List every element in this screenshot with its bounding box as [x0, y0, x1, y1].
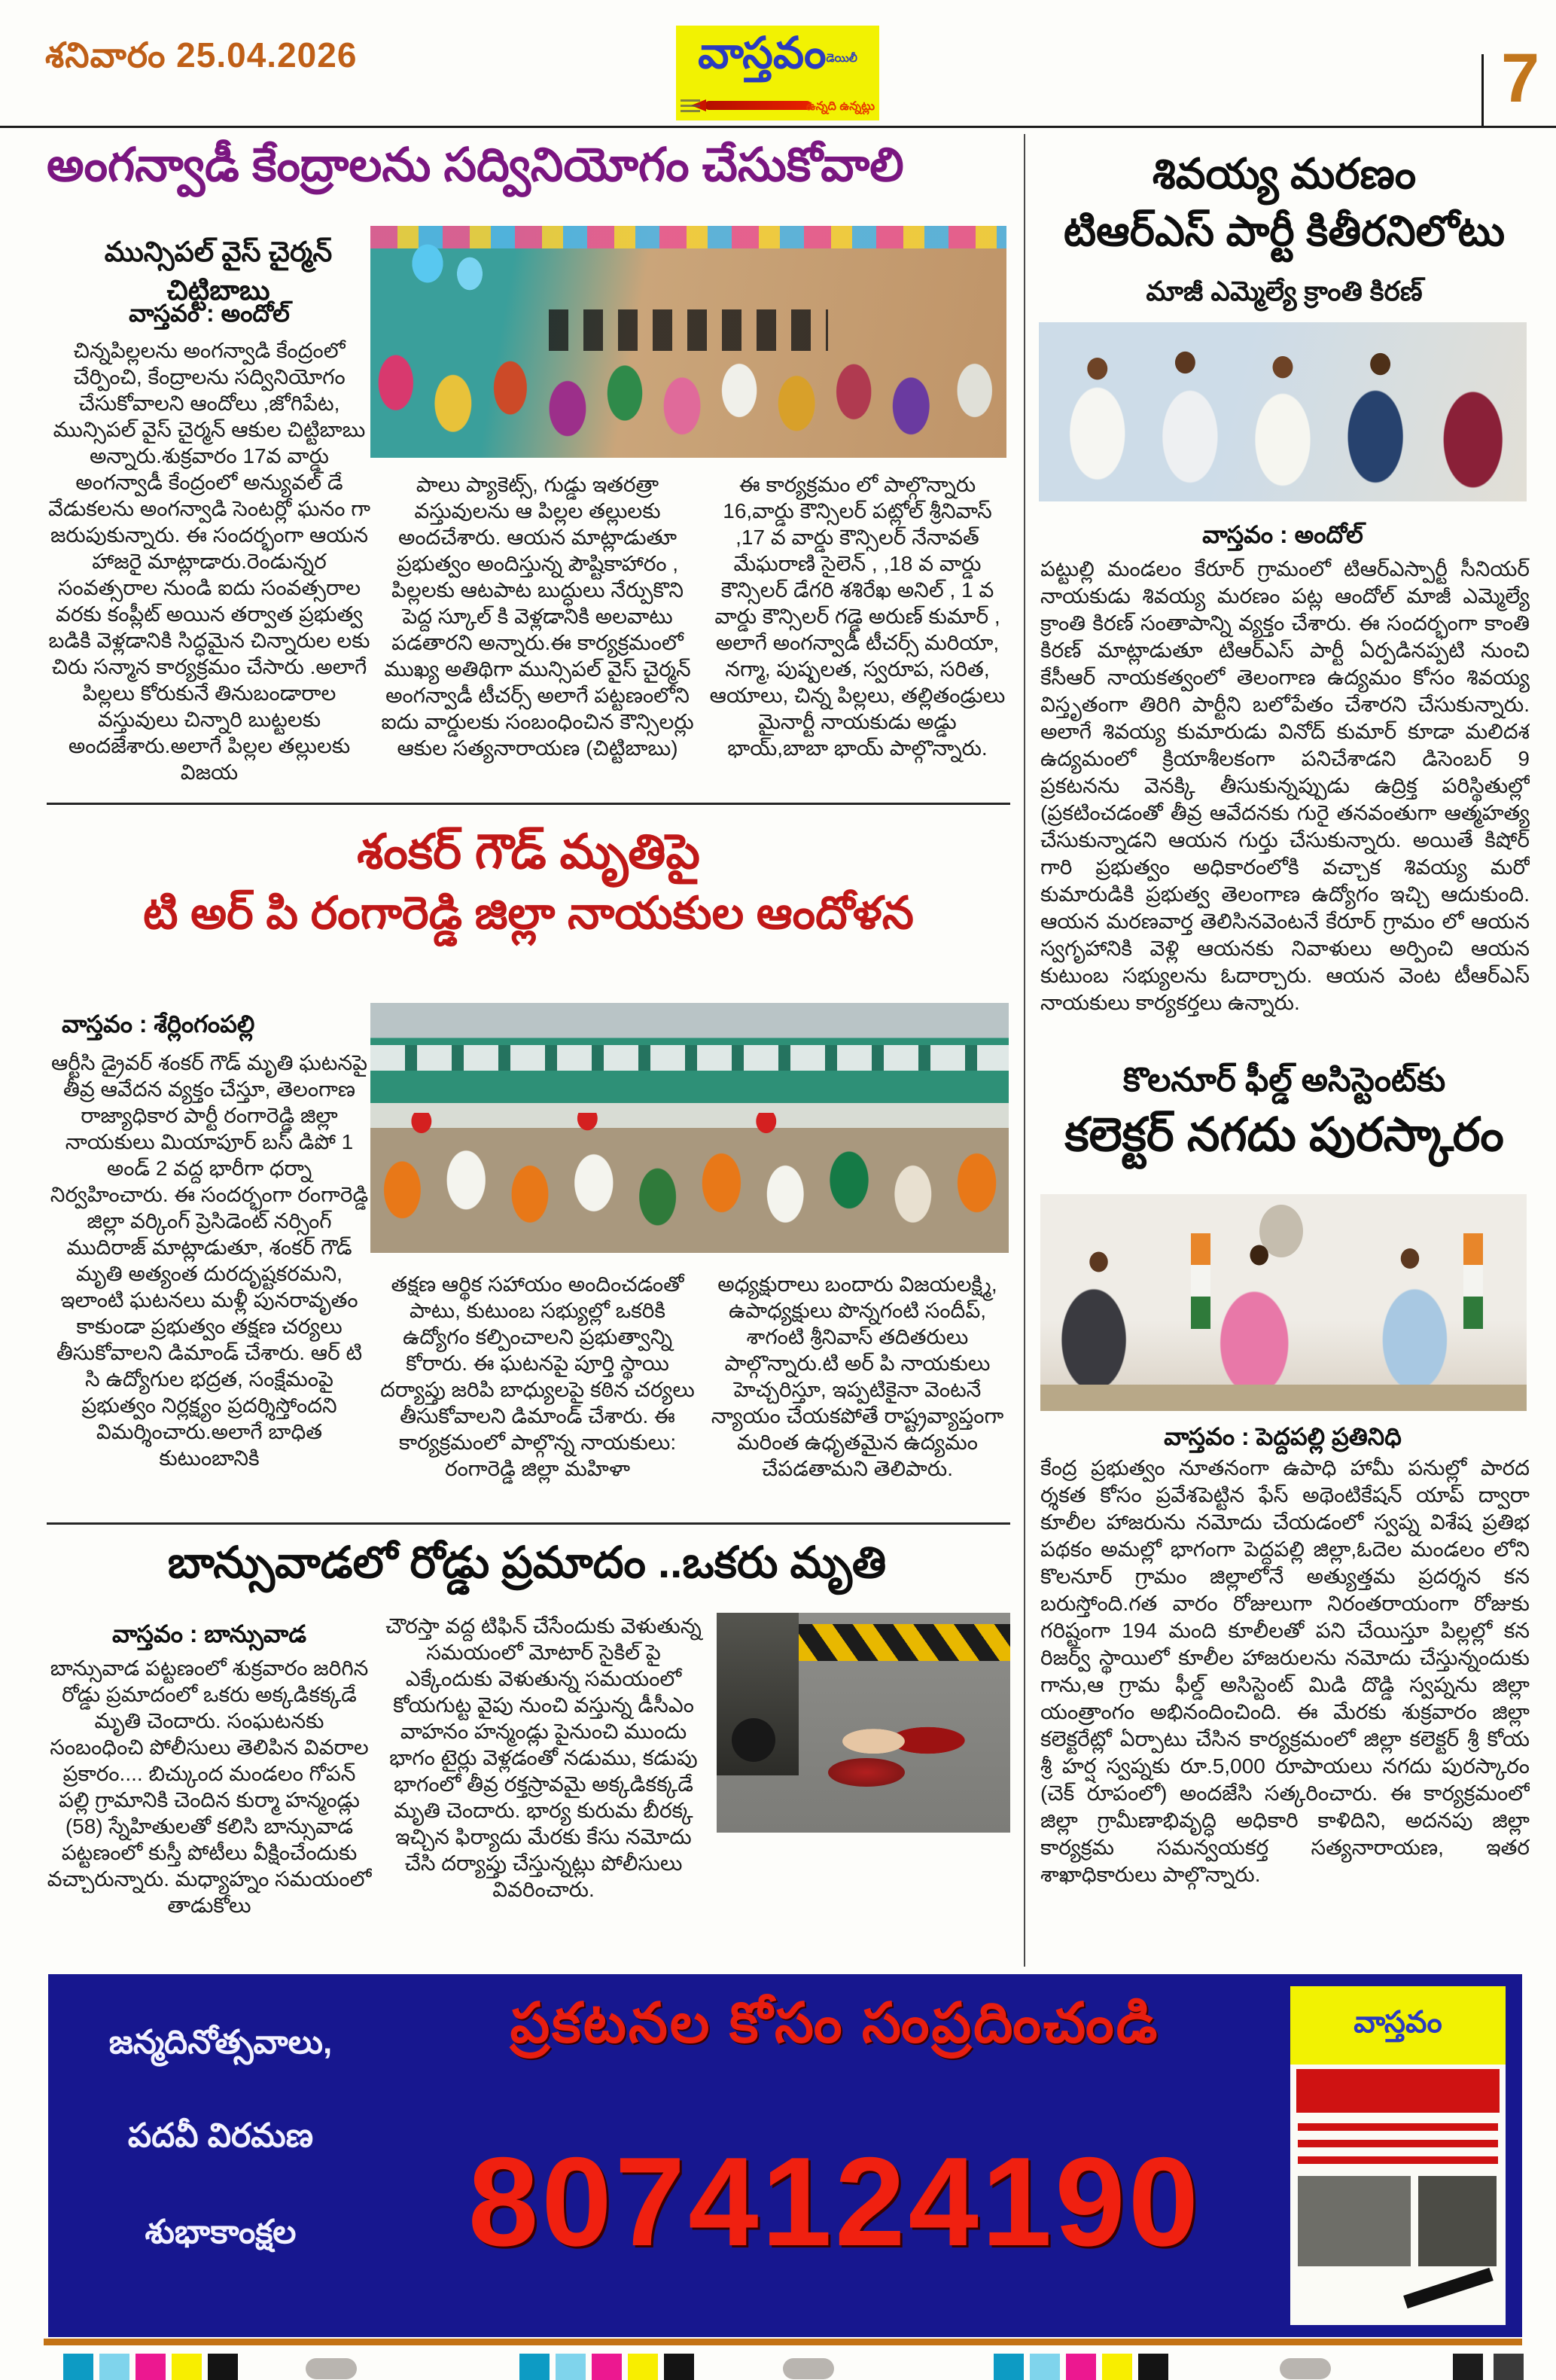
registration-pill [783, 2358, 834, 2379]
registration-swatch [556, 2354, 586, 2380]
page-number: 7 [1501, 40, 1540, 117]
registration-swatch [208, 2354, 238, 2380]
dateline-sivaiah: వాస్తవం : అందోల్ [1202, 521, 1363, 548]
advertisement-banner [48, 1974, 1522, 2337]
registration-swatch [664, 2354, 694, 2380]
newspaper-thumbnail [1290, 1986, 1506, 2325]
anganwadi-column-1: చిన్నపిల్లలను అంగన్వాడి కేంద్రంలో చేర్పించి, కేంద్రాలను సద్వినియోగం చేసుకోవాలని ఆందోలు ,జోగిపేట, మున్సిపల్ వైస్ చైర్మన్ ఆకుల చిట్టిబాబు అన్నారు.శుక్రవారం 17వ వార్డు అంగన్వాడీ కేంద్రంలో అన్యువల్ డే వేడుకలను అంగన్వాడి సెంటర్లో ఘనం గా జరుపుకున్నారు. ఈ సందర్భంగా ఆయన హాజరై మాట్లాడారు.రెండున్నర సంవత్సరాల నుండి ఐదు సంవత్సరాల వరకు కంప్లీట్ అయిన తర్వాత ప్రభుత్వ బడికి వెళ్లడానికి సిద్ధమైన చిన్నారుల లకు చిరు సన్మాన కార్యక్రమం చేసారు .అలాగే పిల్లలు కోరుకునే తినుబండారాల వస్తువులు చిన్నారి బుట్టలకు అందజేశారు.అలాగే పిల్లల తల్లులకు విజయ [47, 339, 371, 784]
page-number-rule [1481, 54, 1484, 126]
photo-award-ceremony [1040, 1194, 1527, 1411]
pen-icon [705, 101, 811, 110]
thumbnail-text-lines [1298, 2123, 1498, 2165]
registration-swatch [592, 2354, 622, 2380]
bansuwada-column-1: బాన్సువాడ పట్టణంలో శుక్రవారం జరిగిన రోడ్డు ప్రమాదంలో ఒకరు అక్కడికక్కడే మృతి చెందారు. సంఘటనకు సంబంధించి పోలీసులు తెలిపిన వివరాల ప్రకారం.... బిచ్కుంద మండలం గోపన్ పల్లి గ్రామానికి చెందిన కుర్మా హన్మండ్లు (58) స్నేహితులతో కలిసి బాన్సువాడ పట్టణంలో కుస్తీ పోటీలు వీక్షించేందుకు వచ్చారున్నారు. మధ్యాహ్నం సమయంలో తాడుకోలు [47, 1656, 372, 1917]
bansuwada-column-2: చౌరస్తా వద్ద టిఫిన్ చేసేందుకు వెళుతున్న సమయంలో మోటార్ సైకిల్ పై ఎక్కేందుకు వెళుతున్న సమయంలో కోయగుట్ట వైపు నుంచి వస్తున్న డీసీఎం వాహనం హన్మండ్లు పైనుంచి ముందు భాగం టైర్లు వెళ్లడంతో నడుము, కడుపు భాగంలో తీవ్ర రక్తస్రావమై అక్కడికక్కడే మృతి చెందారు. భార్య కురుమ బీరక్క ఇచ్చిన ఫిర్యాదు మేరకు కేసు నమోదు చేసి దర్యాప్తు చేస్తున్నట్లు పోలీసులు వివరించారు. [385, 1614, 702, 1901]
masthead-suffix: డెయిలీ [826, 52, 857, 65]
masthead-title: వాస్తవండెయిలీ [698, 29, 857, 78]
registration-swatch [63, 2354, 93, 2380]
headline-sivaiah-line1: శివయ్య మరణం [1152, 150, 1417, 197]
separator-2 [47, 1522, 1010, 1525]
registration-swatch [1030, 2354, 1060, 2380]
masthead-tagline: ఉన్నది ఉన్నట్లు [805, 100, 875, 113]
bottom-orange-rule [44, 2339, 1522, 2345]
registration-swatch [136, 2354, 166, 2380]
registration-swatch [1138, 2354, 1168, 2380]
registration-dark-swatch [1494, 2354, 1524, 2380]
ad-greeting-line1: జన్మదినోత్సవాలు, [108, 2024, 333, 2061]
kolanur-body: కేంద్ర ప్రభుత్వం నూతనంగా ఉపాధి హామీ పనుల్లో పారద ర్శకత కోసం ప్రవేశపెట్టిన ఫేస్ అథెంటికేషన్ యాప్ ద్వారా కూలీల హాజరును నమోదు చేయడంలో స్వప్న విశేష ప్రతిభ పథకం అమల్లో భాగంగా పెద్దపల్లి జిల్లా,ఓదెల మండలం లోని కొలనూర్ గ్రామం జిల్లాలోనే అత్యుత్తమ ప్రదర్శన కన బరుస్తోంది.గత వారం రోజులుగా నిరంతరాయంగా రోజుకు గరిష్టంగా 194 మంది కూలీలతో పని చేయిస్తూ పిల్లల్లో కన రిజర్వ్ స్థాయిలో కూలీల హాజరులను నమోదు చేస్తున్నందుకు గాను,ఆ గ్రామ ఫీల్డ్ అసిస్టెంట్ మిడి దొడ్డి స్వప్నను జిల్లా యంత్రాంగం అభినందించింది. ఈ మేరకు శుక్రవారం జిల్లా కలెక్టరేట్లో ఏర్పాటు చేసిన కార్యక్రమంలో జిల్లా కలెక్టర్ శ్రీ కోయ శ్రీ హర్ష స్వప్నకు రూ.5,000 రూపాయలు నగదు పురస్కారం (చెక్ రూపంలో) అందజేసి సత్కరించారు. ఈ కార్యక్రమంలో జిల్లా గ్రామీణాభివృద్ధి అధికారి కాళిదిని, అదనపు జిల్లా కార్యక్రమ సమన్వయకర్త సత్యనారాయణ, ఇతర శాఖాధికారులు పాల్గొన్నారు. [1040, 1456, 1530, 1886]
registration-swatch [628, 2354, 658, 2380]
photo-condolence [1039, 322, 1527, 501]
ad-greeting-line3: శుభాకాంక్షల [145, 2214, 297, 2250]
photo-anganwadi-event [370, 226, 1006, 458]
anganwadi-column-2: పాలు ప్యాకెట్స్, గుడ్డు ఇతరత్రా వస్తువులను ఆ పిల్లల తల్లులకు అందచేశారు. ఆయన మాట్లాడుతూ ప్రభుత్వం అందిస్తున్న పౌష్టికాహారం , పిల్లలకు ఆటపాట బుద్ధులు నేర్పుకొని పెద్ద స్కూల్ కి వెళ్లడానికి అలవాటు పడతారని అన్నారు.ఈ కార్యక్రమంలో ముఖ్య అతిథిగా మున్సిపల్ వైస్ చైర్మన్ అంగన్వాడీ టీచర్స్ అలాగే పట్టణంలోని ఐదు వార్డులకు సంబంధించిన కౌన్సిలర్లు ఆకుల సత్యనారాయణ (చిట్టిబాబు) [381, 473, 694, 760]
headline-shankar-line2: టి అర్ పి రంగారెడ్డి జిల్లా నాయకుల ఆందోళన [143, 888, 914, 938]
thumbnail-title: వాస్తవం [1354, 2006, 1442, 2039]
registration-dark-swatch [1453, 2354, 1483, 2380]
thumbnail-masthead [1290, 1986, 1506, 2065]
subhead-anganwadi: మున్సిపల్ వైస్ చైర్మన్ చిట్టిబాబు [104, 236, 333, 306]
header-rule [0, 126, 1556, 128]
headline-anganwadi: అంగన్వాడీ కేంద్రాలను సద్వినియోగం చేసుకోవాలి [47, 139, 904, 191]
masthead-fineprint [681, 99, 700, 114]
column-divider [1024, 134, 1025, 1967]
sivaiah-body: పట్టుల్లి మండలం కేరూర్ గ్రామంలో టిఆర్ఎస్పార్టీ సీనియర్ నాయకుడు శివయ్య మరణం పట్ల ఆందోల్ మాజీ ఎమ్మెల్యే క్రాంతి కిరణ్ సంతాపాన్ని వ్యక్తం చేశారు. ఈ సందర్భంగా కాంతి కిరణ్ మాట్లాడుతూ టిఆర్ఎస్ పార్టీ ఏర్పడినప్పటి నుంచి కేసీఆర్ నాయకత్వంలో తెలంగాణ ఉద్యమం కోసం శివయ్య విస్తృతంగా తిరిగి పార్టీని బలోపేతం చేశారని చేసుకున్నారు. అలాగే శివయ్య కుమారుడు వినోద్ కుమార్ కూడా మలిదశ ఉద్యమంలో క్రియాశీలకంగా పనిచేశాడని డిసెంబర్ 9 ప్రకటనను వెనక్కి తీసుకున్నప్పుడు ఉద్రిక్త పరిస్థితుల్లో (ప్రకటించడంతో తీవ్ర ఆవేదనకు గురై తనవంతుగా ఆత్మహత్య చేసుకున్నాడని ఆయన గుర్తు చేసుకున్నారు. అయితే కిషోర్ గారి ప్రభుత్వం అధికారంలోకి వచ్చాక శివయ్య మరో కుమారుడికి ప్రభుత్వ తెలంగాణ ఉద్యోగం ఇచ్చి ఆదుకుంది. ఆయన మరణవార్త తెలిసినవెంటనే కేరూర్ గ్రామం లో ఆయన స్వగృహానికి వెళ్లి ఆయనకు నివాళులు అర్పించి ఆయన కుటుంబ సభ్యులను ఓదార్చారు. ఆయన వెంట టీఆర్ఎస్ నాయకులు కార్యకర్తలు ఉన్నారు. [1040, 557, 1530, 1014]
photo-accident [717, 1613, 1010, 1833]
thumbnail-photo [1418, 2176, 1497, 2266]
shankar-column-3: అధ్యక్షురాలు బందారు విజయలక్ష్మి, ఉపాధ్యక్షులు పొన్నగంటి సందీప్, శాగంటి శ్రీనివాస్ తదితరులు పాల్గొన్నారు.టి అర్ పి నాయకులు హెచ్చరిస్తూ, ఇప్పటికైనా వెంటనే న్యాయం చేయకపోతే రాష్ట్రవ్యాప్తంగా మరింత ఉధృతమైన ఉద్యమం చేపడతామని తెలిపారు. [711, 1272, 1004, 1480]
dateline-kolanur: వాస్తవం : పెద్దపల్లి ప్రతినిధి [1164, 1423, 1402, 1450]
headline-sivaiah-line2: టిఆర్ఎస్ పార్టీ కితీరనిలోటు [1063, 207, 1506, 254]
registration-swatch [994, 2354, 1024, 2380]
thumbnail-headline-band [1296, 2069, 1500, 2113]
thumbnail-photo [1298, 2176, 1411, 2266]
headline-shankar-line1: శంకర్ గౌడ్ మృతిపై [357, 824, 700, 879]
shankar-column-2: తక్షణ ఆర్థిక సహాయం అందించడంతో పాటు, కుటుంబ సభ్యుల్లో ఒకరికి ఉద్యోగం కల్పించాలని ప్రభుత్వాన్ని కోరారు. ఈ ఘటనపై పూర్తి స్థాయి దర్యాప్తు జరిపి బాధ్యులపై కఠిన చర్యలు తీసుకోవాలని డిమాండ్ చేశారు. ఈ కార్యక్రమంలో పాల్గొన్న నాయకులు: రంగారెడ్డి జిల్లా మహిళా [380, 1272, 695, 1480]
registration-swatch [1102, 2354, 1132, 2380]
registration-swatch [519, 2354, 550, 2380]
shankar-column-1: ఆర్టీసి డ్రైవర్ శంకర్ గౌడ్ మృతి ఘటనపై తీవ్ర ఆవేదన వ్యక్తం చేస్తూ, తెలంగాణ రాజ్యాధికార పార్టీ రంగారెడ్డి జిల్లా నాయకులు మియాపూర్ బస్ డిపో 1 అండ్ 2 వద్ద భారీగా ధర్నా నిర్వహించారు. ఈ సందర్భంగా రంగారెడ్డి జిల్లా వర్కింగ్ ప్రెసిడెంట్ నర్సింగ్ ముదిరాజ్ మాట్లాడుతూ, శంకర్ గౌడ్ మృతి అత్యంత దురదృష్టకరమని, ఇలాంటి ఘటనలు మళ్లీ పునరావృతం కాకుండా ప్రభుత్వం తక్షణ చర్యలు తీసుకోవాలని డిమాండ్ చేశారు. ఆర్ టి సి ఉద్యోగుల భద్రత, సంక్షేమంపై ప్రభుత్వం నిర్లక్ష్యం ప్రదర్శిస్తోందని విమర్శించారు.అలాగే బాధిత కుటుంబానికి [50, 1051, 369, 1470]
registration-pill [1280, 2358, 1331, 2379]
issue-date: శనివారం 25.04.2026 [45, 35, 358, 75]
registration-swatch [172, 2354, 202, 2380]
headline-kolanur-line1: కొలనూర్ ఫీల్డ్ అసిస్టెంట్‌కు [1122, 1062, 1446, 1099]
subhead-sivaiah: మాజీ ఎమ్మెల్యే క్రాంతి కిరణ్ [1146, 276, 1423, 306]
registration-swatch [99, 2354, 129, 2380]
ad-contact-text: ప్రకటనల కోసం సంప్రదించండి [510, 1991, 1160, 2054]
ad-greeting-line2: పదవీ విరమణ [127, 2117, 314, 2154]
photo-protest [370, 1003, 1009, 1253]
registration-swatch [1066, 2354, 1096, 2380]
dateline-anganwadi: వాస్తవం : అందోల్ [129, 300, 290, 327]
dateline-bansuwada: వాస్తవం : బాన్సువాడ [111, 1620, 307, 1647]
separator-1 [47, 803, 1010, 805]
dateline-shankar: వాస్తవం : శేర్లింగంపల్లి [62, 1010, 255, 1038]
headline-kolanur-line2: కలెక్టర్ నగదు పురస్కారం [1064, 1109, 1504, 1161]
anganwadi-column-3: ఈ కార్యక్రమం లో పాల్గొన్నారు 16,వార్డు కౌన్సిలర్ పట్లోల్ శ్రీనివాస్ ,17 వ వార్డు కౌన్సిలర్ నేనావత్ మేఘరాణి సైలెన్ , ,18 వ వార్డు కౌన్సిలర్ డేగరి శశిరేఖ అనిల్ , 1 వ వార్డు కౌన్సిలర్ గడ్డె అరుణ్ కుమార్ , అలాగే అంగన్వాడీ టీచర్స్ మరియా, నగ్మా, పుష్పలత, స్వరూప, సరిత, ఆయాలు, చిన్న పిల్లలు, తల్లితండ్రులు మైనార్టీ నాయకుడు అడ్డు భాయ్,బాబా భాయ్ పాల్గొన్నారు. [709, 473, 1006, 760]
masthead-logo [676, 26, 879, 120]
ad-phone-number: 8074124190 [467, 2131, 1202, 2272]
headline-bansuwada: బాన్సువాడలో రోడ్డు ప్రమాదం ..ఒకరు మృతి [167, 1538, 887, 1587]
thumbnail-pen-icon [1403, 2268, 1494, 2308]
registration-pill [306, 2358, 357, 2379]
